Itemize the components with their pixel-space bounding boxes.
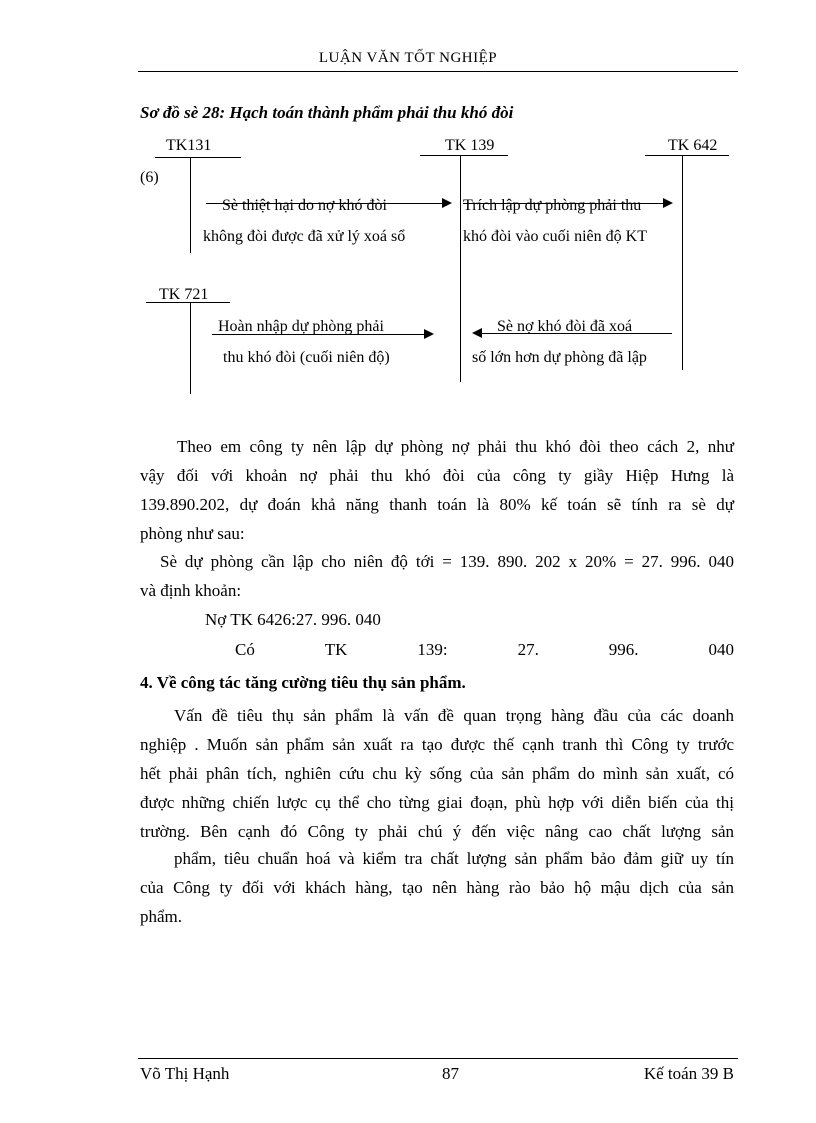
entry-credit-part: Có <box>235 640 255 659</box>
paragraph-provision-amount <box>140 547 734 605</box>
p4-line2: của Công ty đối với khách hàng, tạo nên hàng rào bảo hộ mậu dịch của sản <box>140 878 734 897</box>
entry-credit-part: 139: <box>417 640 448 659</box>
flow1-line1: Sè thiệt hại do nợ khó đòi <box>222 197 387 214</box>
paragraph-quality <box>140 844 734 931</box>
flow2-line2: khó đòi vào cuối niên độ KT <box>463 228 647 245</box>
p4-line1: phẩm, tiêu chuẩn hoá và kiểm tra chất lượng sản phẩm bảo đảm giữ uy tín <box>174 849 734 868</box>
arrow-right-icon <box>442 198 452 208</box>
tk642-t-line <box>682 155 683 370</box>
tk721-top-rule <box>146 302 230 303</box>
flow3-arrow-line <box>212 334 426 335</box>
tk642-top-rule <box>645 155 729 156</box>
entry-credit-part: 27. <box>517 640 539 659</box>
p4-line3: phẩm. <box>140 907 183 926</box>
p3-line3: hết phải phân tích, nghiên cứu chu kỳ sống của sản phẩm do mình sản xuất, có <box>140 764 734 783</box>
p3-line5: trường. Bên cạnh đó Công ty phải chú ý đến việc nâng cao chất lượng sản <box>140 822 734 841</box>
account-tk642: TK 642 <box>668 137 718 154</box>
tk131-top-rule <box>155 157 241 158</box>
diagram-title: Sơ đồ sè 28: Hạch toán thành phẩm phải thu khó đòi <box>140 103 514 122</box>
flow1-line2: không đòi được đã xử lý xoá sổ <box>203 228 406 245</box>
tk131-t-line <box>190 157 191 253</box>
flow4-line2: số lớn hơn dự phòng đã lập <box>472 349 647 366</box>
arrow-right-icon <box>424 329 434 339</box>
entry-credit <box>235 640 734 660</box>
account-tk139: TK 139 <box>445 137 495 154</box>
page-header-title: LUẬN VĂN TỐT NGHIỆP <box>318 50 498 66</box>
flow2-arrow-line <box>463 203 663 204</box>
p2-line1: Sè dự phòng cần lập cho niên độ tới = 139. 890. 202 x 20% = 27. 996. 040 <box>160 552 734 571</box>
tk139-t-line <box>460 155 461 382</box>
arrow-right-icon <box>663 198 673 208</box>
flow4-arrow-line <box>482 333 672 334</box>
flow3-line1: Hoàn nhập dự phòng phải <box>218 318 384 335</box>
p1-line1: Theo em công ty nên lập dự phòng nợ phải thu khó đòi theo cách 2, như <box>177 437 734 456</box>
p3-line1: Vấn đề tiêu thụ sản phẩm là vấn đề quan trọng hàng đầu của các doanh <box>174 706 734 725</box>
entry-credit-part: 996. <box>608 640 639 659</box>
account-tk721: TK 721 <box>159 286 209 303</box>
section-heading: 4. Về công tác tăng cường tiêu thụ sản phẩm. <box>140 673 466 692</box>
account-tk131: TK131 <box>166 137 212 154</box>
step-6-label: (6) <box>140 169 159 186</box>
flow1-arrow-line <box>206 203 446 204</box>
footer-rule <box>138 1058 738 1059</box>
footer-author: Võ Thị Hạnh <box>140 1064 230 1083</box>
p2-line2: và định khoản: <box>140 581 242 600</box>
flow4-line1: Sè nợ khó đòi đã xoá <box>497 318 633 335</box>
p3-line2: nghiệp . Muốn sản phẩm sản xuất ra tạo được thế cạnh tranh thì Công ty trước <box>140 735 734 754</box>
footer-page-number: 87 <box>442 1064 459 1083</box>
flow2-line1: Trích lập dự phòng phải thu <box>463 197 642 214</box>
flow3-line2: thu khó đòi (cuối niên độ) <box>223 349 390 366</box>
p3-line4: được những chiến lược cụ thể cho từng giai đoạn, phù hợp với diễn biến của thị <box>140 793 734 812</box>
header-rule <box>138 71 738 72</box>
p1-line4: phòng như sau: <box>140 524 245 543</box>
entry-credit-part: TK <box>324 640 348 659</box>
arrow-left-icon <box>472 328 482 338</box>
paragraph-consumption <box>140 701 734 846</box>
entry-credit-part: 040 <box>708 640 734 659</box>
p1-line3: 139.890.202, dự đoán khả năng thanh toán là 80% kế toán sẽ tính ra sè dự <box>140 495 734 514</box>
tk139-top-rule <box>420 155 508 156</box>
paragraph-provision-method <box>140 432 734 548</box>
entry-debit: Nợ TK 6426:27. 996. 040 <box>205 610 381 629</box>
footer-class: Kế toán 39 B <box>643 1064 734 1083</box>
tk721-t-line <box>190 302 191 394</box>
p1-line2: vậy đối với khoản nợ phải thu khó đòi của công ty giầy Hiệp Hưng là <box>140 466 734 485</box>
